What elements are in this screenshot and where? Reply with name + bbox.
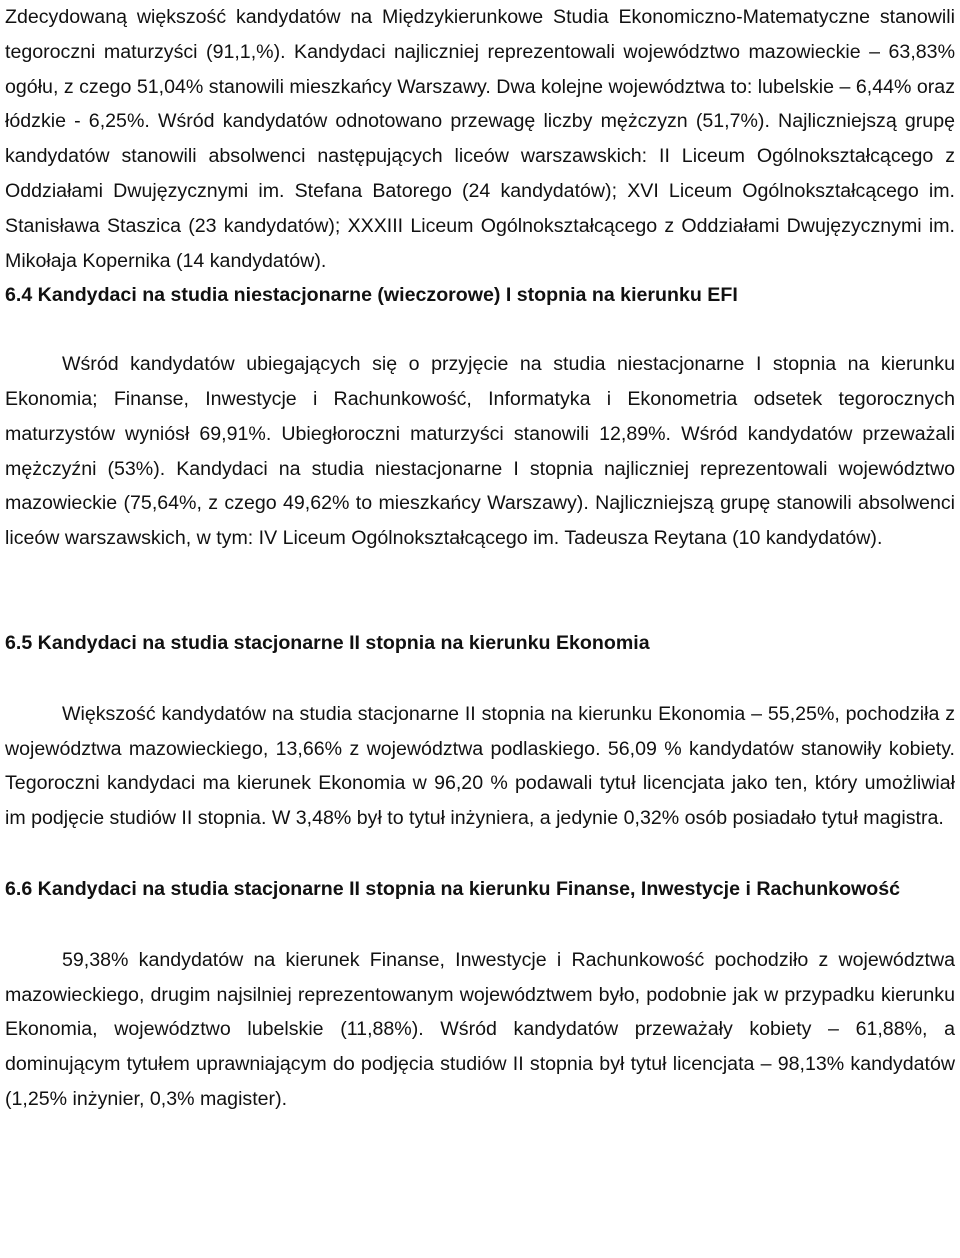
section-spacer xyxy=(5,556,955,626)
section-spacer xyxy=(5,313,955,347)
section-body-6-4: Wśród kandydatów ubiegających się o przyjęcie na studia niestacjonarne I stopnia na kierunku Ekonomia; Finanse, Inwestycje i Rachunkowość, Informatyka i Ekonometria odsetek tegorocznych maturzystów wyniósł 69,91%. Ubiegłoroczni maturzyści stanowili 12,89%. Wśród kandydatów przeważali mężczyźni (53%). Kandydaci na studia niestacjonarne I stopnia najliczniej reprezentowali województwo mazowieckie (75,64%, z czego 49,62% to mieszkańcy Warszawy). Najliczniejszą grupę stanowili absolwenci liceów warszawskich, w tym: IV Liceum Ogólnokształcącego im. Tadeusza Reytana (10 kandydatów). xyxy=(5,353,955,550)
intro-paragraph: Zdecydowaną większość kandydatów na Międzykierunkowe Studia Ekonomiczno-Matematyczne stanowili tegoroczni maturzyści (91,1,%). Kandydaci najliczniej reprezentowali województwo mazowieckie – 63,83% ogółu, z czego 51,04% stanowili mieszkańcy Warszawy. Dwa kolejne województwa to: lubelskie – 6,44% oraz łódzkie - 6,25%. Wśród kandydatów odnotowano przewagę liczby mężczyzn (51,7%). Najliczniejszą grupę kandydatów stanowili absolwenci następujących liceów warszawskich: II Liceum Ogólnokształcącego z Oddziałami Dwujęzycznymi im. Stefana Batorego (24 kandydatów); XVI Liceum Ogólnokształcącego im. Stanisława Staszica (23 kandydatów); XXXIII Liceum Ogólnokształcącego z Oddziałami Dwujęzycznymi im. Mikołaja Kopernika (14 kandydatów). xyxy=(5,6,955,272)
section-body-6-5: Większość kandydatów na studia stacjonarne II stopnia na kierunku Ekonomia – 55,25%, pochodziła z województwa mazowieckiego, 13,66% z województwa podlaskiego. 56,09 % kandydatów stanowiły kobiety. Tegoroczni kandydaci ma kierunek Ekonomia w 96,20 % podawali tytuł licencjata jako ten, który umożliwiał im podjęcie studiów II stopnia. W 3,48% był to tytuł inżyniera, a jedynie 0,32% osób posiadało tytuł magistra. xyxy=(5,702,955,830)
section-heading-6-4: 6.4 Kandydaci na studia niestacjonarne (wieczorowe) I stopnia na kierunku EFI xyxy=(5,284,738,307)
section-heading-6-6: 6.6 Kandydaci na studia stacjonarne II stopnia na kierunku Finanse, Inwestycje i Rachunkowość xyxy=(5,877,901,900)
document-page xyxy=(5,0,955,1117)
section-spacer xyxy=(5,836,955,872)
section-body-6-6: 59,38% kandydatów na kierunek Finanse, Inwestycje i Rachunkowość pochodziło z województwa mazowieckiego, drugim najsilniej reprezentowanym województwem było, podobnie jak w przypadku kierunku Ekonomia, województwo lubelskie (11,88%). Wśród kandydatów przeważały kobiety – 61,88%, a dominującym tytułem uprawniającym do podjęcia studiów II stopnia był tytuł licencjata – 98,13% kandydatów (1,25% inżynier, 0,3% magister). xyxy=(5,948,955,1110)
section-spacer xyxy=(5,907,955,943)
section-spacer xyxy=(5,661,955,697)
section-heading-6-5: 6.5 Kandydaci na studia stacjonarne II stopnia na kierunku Ekonomia xyxy=(5,631,650,654)
